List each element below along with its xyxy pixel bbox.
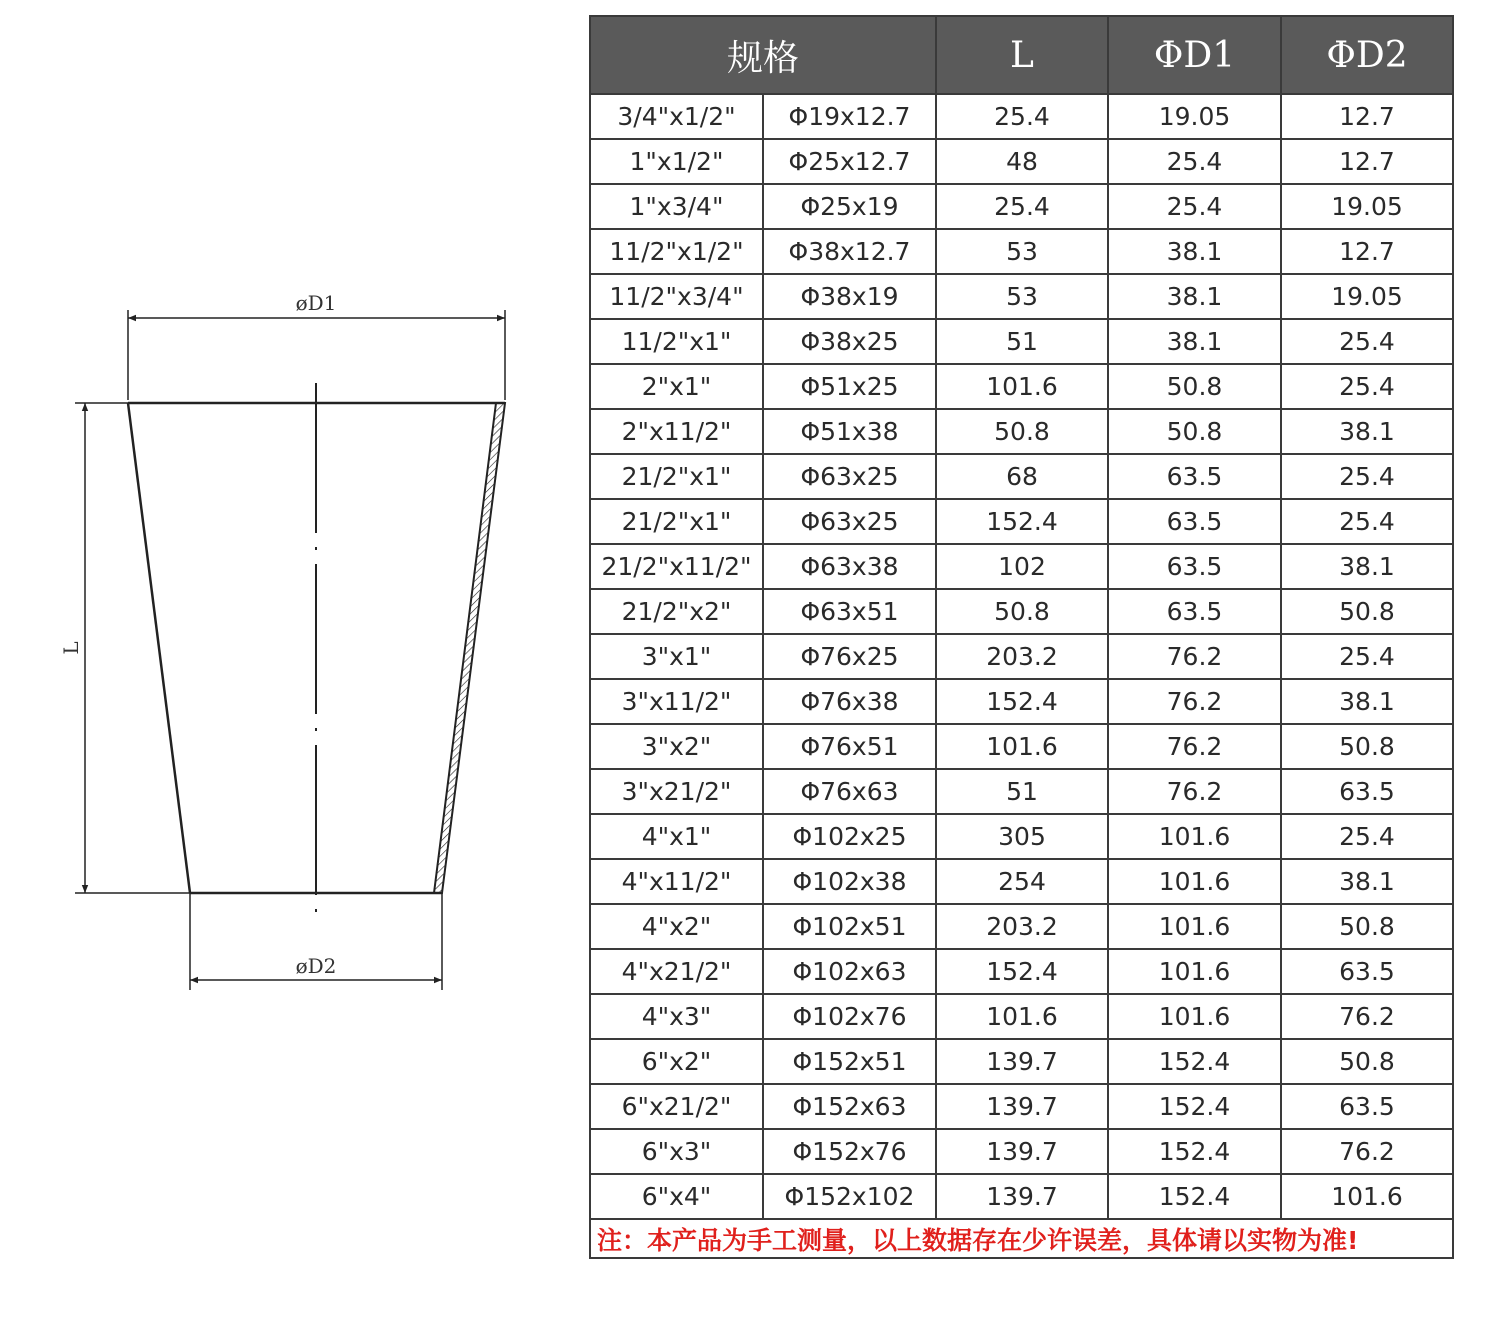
length-cell: 68 [936,454,1108,499]
length-cell: 101.6 [936,364,1108,409]
d1-cell: 38.1 [1108,319,1281,364]
table-row [590,1039,1453,1084]
length-cell: 139.7 [936,1129,1108,1174]
spec-mm-cell: Φ51x38 [763,409,936,454]
spec-inch-cell: 6"x4" [590,1174,763,1219]
length-cell: 305 [936,814,1108,859]
spec-mm-cell: Φ63x38 [763,544,936,589]
table-row [590,949,1453,994]
spec-inch-cell: 21/2"x2" [590,589,763,634]
label-d2: øD2 [295,954,337,978]
table-row [590,994,1453,1039]
spec-inch-cell: 1"x3/4" [590,184,763,229]
length-cell: 25.4 [936,184,1108,229]
spec-inch-cell: 6"x3" [590,1129,763,1174]
spec-inch-cell: 4"x1" [590,814,763,859]
length-cell: 53 [936,229,1108,274]
d2-cell: 76.2 [1281,994,1453,1039]
d1-cell: 101.6 [1108,814,1281,859]
table-row [590,409,1453,454]
spec-mm-cell: Φ38x12.7 [763,229,936,274]
d2-cell: 25.4 [1281,634,1453,679]
dimension-d2 [190,893,442,990]
table-row [590,679,1453,724]
spec-inch-cell: 11/2"x3/4" [590,274,763,319]
header-l: L [936,16,1108,94]
spec-mm-cell: Φ38x19 [763,274,936,319]
d2-cell: 38.1 [1281,544,1453,589]
d2-cell: 76.2 [1281,1129,1453,1174]
spec-mm-cell: Φ38x25 [763,319,936,364]
spec-inch-cell: 11/2"x1" [590,319,763,364]
label-l: L [59,641,83,655]
d1-cell: 63.5 [1108,454,1281,499]
spec-mm-cell: Φ102x63 [763,949,936,994]
spec-mm-cell: Φ19x12.7 [763,94,936,139]
spec-mm-cell: Φ51x25 [763,364,936,409]
d1-cell: 76.2 [1108,769,1281,814]
d2-cell: 50.8 [1281,1039,1453,1084]
table-header-row [590,16,1453,94]
d2-cell: 12.7 [1281,94,1453,139]
length-cell: 139.7 [936,1174,1108,1219]
spec-mm-cell: Φ63x25 [763,499,936,544]
table-row [590,814,1453,859]
d1-cell: 19.05 [1108,94,1281,139]
spec-inch-cell: 3"x1" [590,634,763,679]
d1-cell: 101.6 [1108,949,1281,994]
spec-inch-cell: 6"x21/2" [590,1084,763,1129]
note-row [590,1219,1453,1258]
label-d1: øD1 [295,291,337,315]
spec-inch-cell: 6"x2" [590,1039,763,1084]
length-cell: 152.4 [936,679,1108,724]
d1-cell: 152.4 [1108,1084,1281,1129]
length-cell: 254 [936,859,1108,904]
spec-inch-cell: 4"x3" [590,994,763,1039]
spec-mm-cell: Φ63x25 [763,454,936,499]
d1-cell: 25.4 [1108,139,1281,184]
d1-cell: 76.2 [1108,634,1281,679]
spec-mm-cell: Φ102x51 [763,904,936,949]
spec-inch-cell: 2"x1" [590,364,763,409]
spec-inch-cell: 4"x11/2" [590,859,763,904]
d2-cell: 25.4 [1281,319,1453,364]
spec-mm-cell: Φ152x76 [763,1129,936,1174]
length-cell: 139.7 [936,1039,1108,1084]
header-d1: ΦD1 [1108,16,1281,94]
table-row [590,184,1453,229]
d1-cell: 50.8 [1108,409,1281,454]
d1-cell: 25.4 [1108,184,1281,229]
spec-inch-cell: 21/2"x1" [590,499,763,544]
d2-cell: 101.6 [1281,1174,1453,1219]
table-row [590,274,1453,319]
d2-cell: 63.5 [1281,769,1453,814]
table-row [590,454,1453,499]
d2-cell: 12.7 [1281,229,1453,274]
spec-mm-cell: Φ25x19 [763,184,936,229]
d1-cell: 101.6 [1108,904,1281,949]
d1-cell: 101.6 [1108,859,1281,904]
length-cell: 51 [936,319,1108,364]
table-row [590,319,1453,364]
spec-mm-cell: Φ152x51 [763,1039,936,1084]
length-cell: 152.4 [936,949,1108,994]
table-row [590,769,1453,814]
spec-inch-cell: 1"x1/2" [590,139,763,184]
table-row [590,544,1453,589]
length-cell: 50.8 [936,409,1108,454]
d2-cell: 19.05 [1281,274,1453,319]
length-cell: 51 [936,769,1108,814]
table-row [590,1084,1453,1129]
d1-cell: 63.5 [1108,544,1281,589]
spec-inch-cell: 3"x21/2" [590,769,763,814]
length-cell: 53 [936,274,1108,319]
d2-cell: 38.1 [1281,859,1453,904]
length-cell: 48 [936,139,1108,184]
d2-cell: 50.8 [1281,589,1453,634]
table-row [590,139,1453,184]
d1-cell: 63.5 [1108,589,1281,634]
d2-cell: 63.5 [1281,1084,1453,1129]
spec-mm-cell: Φ102x38 [763,859,936,904]
spec-mm-cell: Φ25x12.7 [763,139,936,184]
specification-table [589,15,1454,1259]
spec-mm-cell: Φ63x51 [763,589,936,634]
spec-mm-cell: Φ76x63 [763,769,936,814]
spec-mm-cell: Φ76x38 [763,679,936,724]
length-cell: 101.6 [936,724,1108,769]
table-row [590,859,1453,904]
spec-mm-cell: Φ102x76 [763,994,936,1039]
spec-mm-cell: Φ102x25 [763,814,936,859]
table-row [590,229,1453,274]
length-cell: 102 [936,544,1108,589]
spec-inch-cell: 21/2"x1" [590,454,763,499]
spec-mm-cell: Φ152x63 [763,1084,936,1129]
d1-cell: 38.1 [1108,274,1281,319]
table-row [590,94,1453,139]
table-row [590,499,1453,544]
spec-mm-cell: Φ152x102 [763,1174,936,1219]
length-cell: 101.6 [936,994,1108,1039]
spec-inch-cell: 21/2"x11/2" [590,544,763,589]
spec-inch-cell: 3"x2" [590,724,763,769]
d2-cell: 38.1 [1281,409,1453,454]
d1-cell: 63.5 [1108,499,1281,544]
table-row [590,589,1453,634]
d2-cell: 63.5 [1281,949,1453,994]
spec-inch-cell: 3/4"x1/2" [590,94,763,139]
length-cell: 50.8 [936,589,1108,634]
length-cell: 203.2 [936,634,1108,679]
spec-inch-cell: 3"x11/2" [590,679,763,724]
reducer-technical-drawing [40,280,540,1000]
d1-cell: 101.6 [1108,994,1281,1039]
d1-cell: 152.4 [1108,1039,1281,1084]
d1-cell: 50.8 [1108,364,1281,409]
table-row [590,724,1453,769]
d2-cell: 25.4 [1281,364,1453,409]
spec-inch-cell: 4"x21/2" [590,949,763,994]
table-row [590,1129,1453,1174]
dimension-l [59,403,190,893]
d1-cell: 38.1 [1108,229,1281,274]
spec-mm-cell: Φ76x51 [763,724,936,769]
d2-cell: 38.1 [1281,679,1453,724]
d2-cell: 50.8 [1281,904,1453,949]
length-cell: 25.4 [936,94,1108,139]
table-row [590,904,1453,949]
header-spec: 规格 [590,16,936,94]
spec-inch-cell: 11/2"x1/2" [590,229,763,274]
d1-cell: 152.4 [1108,1174,1281,1219]
d2-cell: 25.4 [1281,454,1453,499]
table-row [590,634,1453,679]
spec-inch-cell: 2"x11/2" [590,409,763,454]
length-cell: 203.2 [936,904,1108,949]
d1-cell: 152.4 [1108,1129,1281,1174]
d1-cell: 76.2 [1108,724,1281,769]
length-cell: 152.4 [936,499,1108,544]
d2-cell: 25.4 [1281,814,1453,859]
d2-cell: 50.8 [1281,724,1453,769]
spec-inch-cell: 4"x2" [590,904,763,949]
disclaimer-note: 注：本产品为手工测量，以上数据存在少许误差，具体请以实物为准! [590,1219,1453,1258]
d2-cell: 12.7 [1281,139,1453,184]
d2-cell: 25.4 [1281,499,1453,544]
length-cell: 139.7 [936,1084,1108,1129]
spec-mm-cell: Φ76x25 [763,634,936,679]
table-row [590,1174,1453,1219]
d2-cell: 19.05 [1281,184,1453,229]
table-row [590,364,1453,409]
header-d2: ΦD2 [1281,16,1453,94]
d1-cell: 76.2 [1108,679,1281,724]
